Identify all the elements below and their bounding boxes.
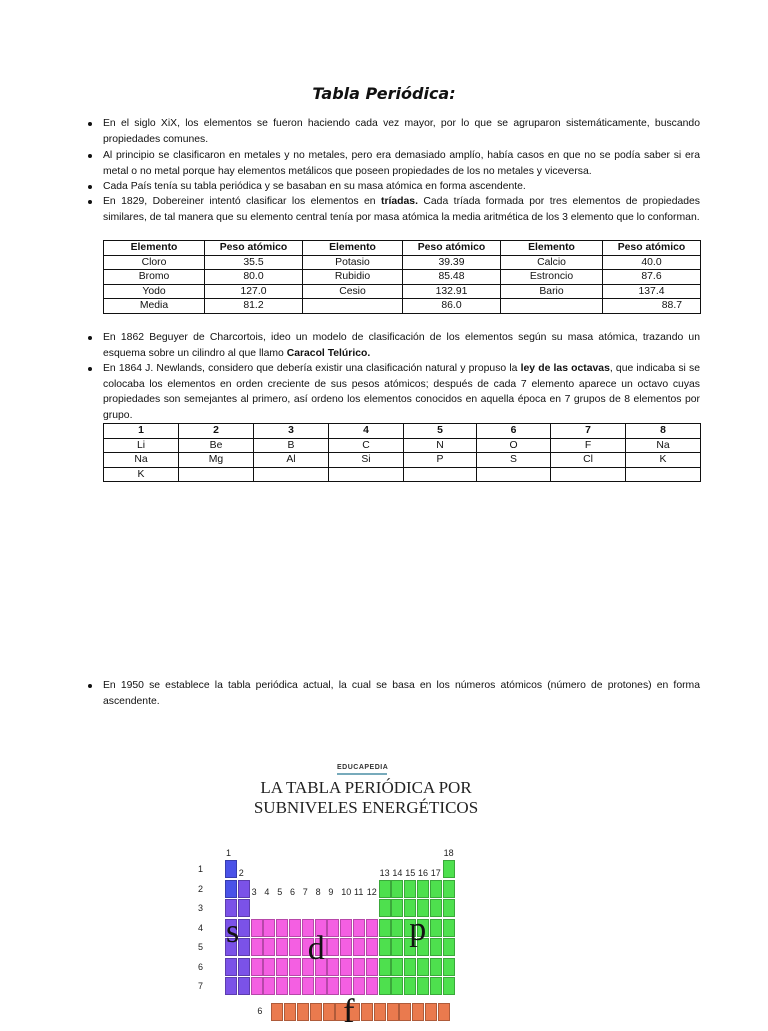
- table-header-row: [104, 241, 701, 256]
- table-cell: 85.48: [403, 270, 501, 285]
- block-letter-d: d: [307, 930, 325, 967]
- table-cell: Bario: [501, 284, 603, 299]
- element-cell: [315, 977, 327, 995]
- element-cell: [276, 938, 288, 956]
- table-header: 5: [404, 424, 477, 439]
- brand-logo: EDUCAPEDIA: [337, 764, 389, 771]
- table-row: [104, 453, 701, 468]
- group-number: 12: [366, 887, 377, 897]
- element-cell: [391, 977, 403, 995]
- table-cell: 40.0: [603, 255, 701, 270]
- table-cell: Cl: [551, 453, 626, 468]
- element-cell: [284, 1003, 296, 1021]
- table-cell: F: [551, 438, 626, 453]
- element-cell: [340, 958, 352, 976]
- table-cell: Li: [104, 438, 179, 453]
- element-cell: [353, 938, 365, 956]
- element-cell: [225, 860, 237, 878]
- element-cell: [379, 880, 391, 898]
- element-cell: [238, 977, 250, 995]
- table-cell: B: [254, 438, 329, 453]
- table-header: Elemento: [501, 241, 603, 256]
- element-cell: [379, 899, 391, 917]
- element-cell: [271, 1003, 283, 1021]
- table-row: [104, 467, 701, 482]
- bold-term: Caracol Telúrico.: [286, 347, 371, 359]
- element-cell: [251, 958, 263, 976]
- table-cell: Estroncio: [501, 270, 603, 285]
- table-cell: C: [329, 438, 404, 453]
- table-cell: [254, 467, 329, 482]
- group-number: 6: [290, 887, 296, 897]
- table-cell: 80.0: [205, 270, 303, 285]
- table-cell: Mg: [179, 453, 254, 468]
- element-cell: [374, 1003, 386, 1021]
- page-title: Tabla Periódica:: [312, 84, 456, 103]
- element-cell: [263, 938, 275, 956]
- bullet-text: En 1862 Beguyer de Charcortois, ideo un modelo de clasificación de los elementos según su masa atómica, trazando un esquema sobre un cilindro al que llamo Caracol Telúrico.: [103, 332, 700, 359]
- group-number: 13: [379, 867, 390, 878]
- group-number: 17: [430, 867, 441, 878]
- group-number: 7: [302, 887, 308, 897]
- lanthanide-row-number: 6: [257, 1005, 263, 1016]
- bullet-dot: [88, 336, 92, 340]
- element-cell: [379, 958, 391, 976]
- table-cell: Be: [179, 438, 254, 453]
- element-cell: [289, 977, 301, 995]
- block-letter-s: s: [226, 912, 240, 950]
- group-number: 16: [418, 867, 429, 878]
- period-number: 2: [198, 883, 204, 894]
- element-cell: [391, 899, 403, 917]
- element-cell: [263, 919, 275, 937]
- table-cell: 81.2: [205, 299, 303, 314]
- element-cell: [238, 919, 250, 937]
- bullet-item: [88, 148, 700, 179]
- element-cell: [430, 938, 442, 956]
- table-cell: 127.0: [205, 284, 303, 299]
- bullet-text: En el siglo XiX, los elementos se fueron haciendo cada vez mayor, por lo que se agruparon sistemáticamente, buscando propiedades comunes.: [103, 118, 700, 145]
- table-header: Peso atómico: [403, 241, 501, 256]
- table-cell: S: [477, 453, 551, 468]
- element-cell: [404, 958, 416, 976]
- table-cell: 86.0: [403, 299, 501, 314]
- table-header: 2: [179, 424, 254, 439]
- element-cell: [443, 899, 455, 917]
- table-cell: [179, 467, 254, 482]
- table-cell: Bromo: [104, 270, 205, 285]
- bullet-dot: [88, 367, 92, 371]
- table-cell: K: [626, 453, 701, 468]
- bullet-item-caracol: [88, 330, 700, 361]
- element-cell: [327, 958, 339, 976]
- element-cell: [289, 919, 301, 937]
- table-header: 4: [329, 424, 404, 439]
- element-cell: [391, 938, 403, 956]
- table-cell: [303, 299, 403, 314]
- table-cell: 137.4: [603, 284, 701, 299]
- element-cell: [443, 860, 455, 878]
- element-cell: [327, 938, 339, 956]
- element-cell: [327, 919, 339, 937]
- group-number: 8: [315, 887, 321, 897]
- element-cell: [443, 977, 455, 995]
- element-cell: [361, 1003, 373, 1021]
- element-cell: [430, 899, 442, 917]
- period-number: 3: [198, 903, 204, 913]
- element-cell: [366, 958, 378, 976]
- block-letter-f: f: [343, 992, 355, 1030]
- element-cell: [366, 919, 378, 937]
- element-cell: [251, 919, 263, 937]
- group-number: 3: [251, 887, 257, 897]
- bullet-text: En 1864 J. Newlands, considero que debería existir una clasificación natural y propuso la ley de las octavas, que indicaba si se colocaba los elementos en orden creciente de sus pesos atómicos; después de cada 7 elemento aparece un octavo cuyas propiedades son semejantes al primero, así ordeno los elementos conocidos en aquella época en 7 grupos de 8 elementos por grupo.: [103, 363, 700, 421]
- table-cell: [626, 467, 701, 482]
- element-cell: [443, 880, 455, 898]
- bullet-text: Al principio se clasificaron en metales y no metales, pero era demasiado amplío, había casos en que no se podía saber si era metal o no metal porque hay elementos metálicos que poseen propiedades de los no metales y viceversa.: [103, 150, 700, 177]
- table-cell: 35.5: [205, 255, 303, 270]
- bullet-item: [88, 116, 700, 147]
- element-cell: [310, 1003, 322, 1021]
- element-cell: [443, 958, 455, 976]
- element-cell: [404, 977, 416, 995]
- element-cell: [417, 880, 429, 898]
- bullet-dot: [88, 200, 92, 204]
- table-cell: 132.91: [403, 284, 501, 299]
- table-cell: [404, 467, 477, 482]
- element-cell: [289, 958, 301, 976]
- table-header: 6: [477, 424, 551, 439]
- group-number: 10: [341, 887, 352, 897]
- element-cell: [366, 977, 378, 995]
- element-cell: [430, 919, 442, 937]
- group-number: 4: [264, 887, 270, 897]
- bullet-item-octavas: [88, 361, 700, 423]
- block-letter-p: p: [409, 910, 427, 948]
- group-number: 2: [238, 867, 244, 878]
- table-row: [104, 438, 701, 453]
- table-header: 7: [551, 424, 626, 439]
- table-cell: K: [104, 467, 179, 482]
- group-number: 15: [405, 867, 416, 878]
- element-cell: [323, 1003, 335, 1021]
- table-cell: Cesio: [303, 284, 403, 299]
- image-heading-line2: SUBNIVELES ENERGÉTICOS: [253, 798, 479, 817]
- element-cell: [443, 938, 455, 956]
- element-cell: [340, 938, 352, 956]
- bullet-text: En 1950 se establece la tabla periódica actual, la cual se basa en los números atómicos (número de protones) en forma ascendente.: [103, 680, 700, 707]
- group-number: 11: [354, 887, 364, 897]
- table-cell: P: [404, 453, 477, 468]
- bullet-dot: [88, 154, 92, 158]
- table-row: [104, 270, 701, 285]
- table-cell: N: [404, 438, 477, 453]
- table-cell: 39.39: [403, 255, 501, 270]
- element-cell: [379, 977, 391, 995]
- table-cell: [501, 299, 603, 314]
- element-cell: [238, 899, 250, 917]
- image-heading-line1: LA TABLA PERIÓDICA POR: [260, 778, 472, 797]
- table-header: 3: [254, 424, 329, 439]
- period-number: 1: [198, 864, 204, 874]
- bullet-item-triadas: [88, 194, 700, 225]
- table-header: 8: [626, 424, 701, 439]
- element-cell: [379, 938, 391, 956]
- element-cell: [417, 977, 429, 995]
- element-cell: [263, 958, 275, 976]
- element-cell: [391, 958, 403, 976]
- table-header: Peso atómico: [603, 241, 701, 256]
- element-cell: [379, 919, 391, 937]
- table-header: Elemento: [104, 241, 205, 256]
- period-number: 4: [198, 922, 204, 933]
- element-cell: [251, 977, 263, 995]
- element-cell: [289, 938, 301, 956]
- bullet-dot: [88, 684, 92, 688]
- group-number: 9: [328, 887, 334, 897]
- table-row: [104, 299, 701, 314]
- period-number: 5: [198, 942, 204, 952]
- element-cell: [430, 977, 442, 995]
- element-cell: [438, 1003, 450, 1021]
- element-cell: [238, 938, 250, 956]
- bold-term: ley de las octavas: [520, 363, 610, 374]
- bullet-text: En 1829, Dobereiner intentó clasificar los elementos en tríadas. Cada tríada formada por tres elementos de propiedades similares, de tal manera que su elemento central tenía por masa atómica la media aritmética de los 3 elemento que lo conforman.: [103, 196, 701, 223]
- element-cell: [412, 1003, 424, 1021]
- brand-underline: [337, 773, 387, 775]
- table-cell: [329, 467, 404, 482]
- table-cell: Rubidio: [303, 270, 403, 285]
- element-cell: [417, 958, 429, 976]
- element-cell: [238, 880, 250, 898]
- element-cell: [327, 977, 339, 995]
- element-cell: [238, 958, 250, 976]
- element-cell: [404, 880, 416, 898]
- triadas-table: [103, 240, 701, 314]
- element-cell: [225, 880, 237, 898]
- table-cell: Media: [104, 299, 205, 314]
- table-cell: Potasio: [303, 255, 403, 270]
- element-cell: [251, 938, 263, 956]
- element-cell: [297, 1003, 309, 1021]
- table-header: Elemento: [303, 241, 403, 256]
- element-cell: [399, 1003, 411, 1021]
- bullet-item: [88, 179, 700, 195]
- period-number: 6: [198, 961, 204, 972]
- octavas-table: [103, 423, 701, 482]
- table-cell: [551, 467, 626, 482]
- table-cell: Na: [626, 438, 701, 453]
- table-cell: Yodo: [104, 284, 205, 299]
- table-cell: 88.7: [603, 299, 701, 314]
- periodic-table-image: [190, 760, 570, 1030]
- element-cell: [443, 919, 455, 937]
- table-cell: Calcio: [501, 255, 603, 270]
- group-number: 5: [277, 887, 283, 897]
- table-cell: Si: [329, 453, 404, 468]
- table-cell: Na: [104, 453, 179, 468]
- bullet-dot: [88, 122, 92, 126]
- element-cell: [276, 977, 288, 995]
- element-cell: [366, 938, 378, 956]
- table-row: [104, 284, 701, 299]
- table-cell: Al: [254, 453, 329, 468]
- table-header-row: [104, 424, 701, 439]
- element-cell: [225, 958, 237, 976]
- table-header: 1: [104, 424, 179, 439]
- bold-term: tríadas.: [381, 196, 418, 207]
- table-header: Peso atómico: [205, 241, 303, 256]
- element-cell: [391, 880, 403, 898]
- element-cell: [276, 919, 288, 937]
- bullet-text: Cada País tenía su tabla periódica y se basaban en su masa atómica en forma ascendente.: [103, 181, 526, 192]
- element-cell: [425, 1003, 437, 1021]
- element-cell: [353, 919, 365, 937]
- table-cell: 87.6: [603, 270, 701, 285]
- element-cell: [430, 958, 442, 976]
- bullet-dot: [88, 185, 92, 189]
- element-cell: [340, 919, 352, 937]
- element-cell: [302, 977, 314, 995]
- table-cell: [477, 467, 551, 482]
- element-cell: [353, 958, 365, 976]
- group-number: 1: [226, 848, 232, 858]
- bullet-item: [88, 678, 700, 709]
- group-number: 18: [443, 848, 454, 858]
- element-cell: [225, 977, 237, 995]
- period-number: 7: [198, 981, 204, 991]
- element-cell: [430, 880, 442, 898]
- table-cell: Cloro: [104, 255, 205, 270]
- element-cell: [276, 958, 288, 976]
- table-row: [104, 255, 701, 270]
- element-cell: [391, 919, 403, 937]
- element-cell: [387, 1003, 399, 1021]
- table-cell: O: [477, 438, 551, 453]
- element-cell: [263, 977, 275, 995]
- group-number: 14: [392, 867, 403, 878]
